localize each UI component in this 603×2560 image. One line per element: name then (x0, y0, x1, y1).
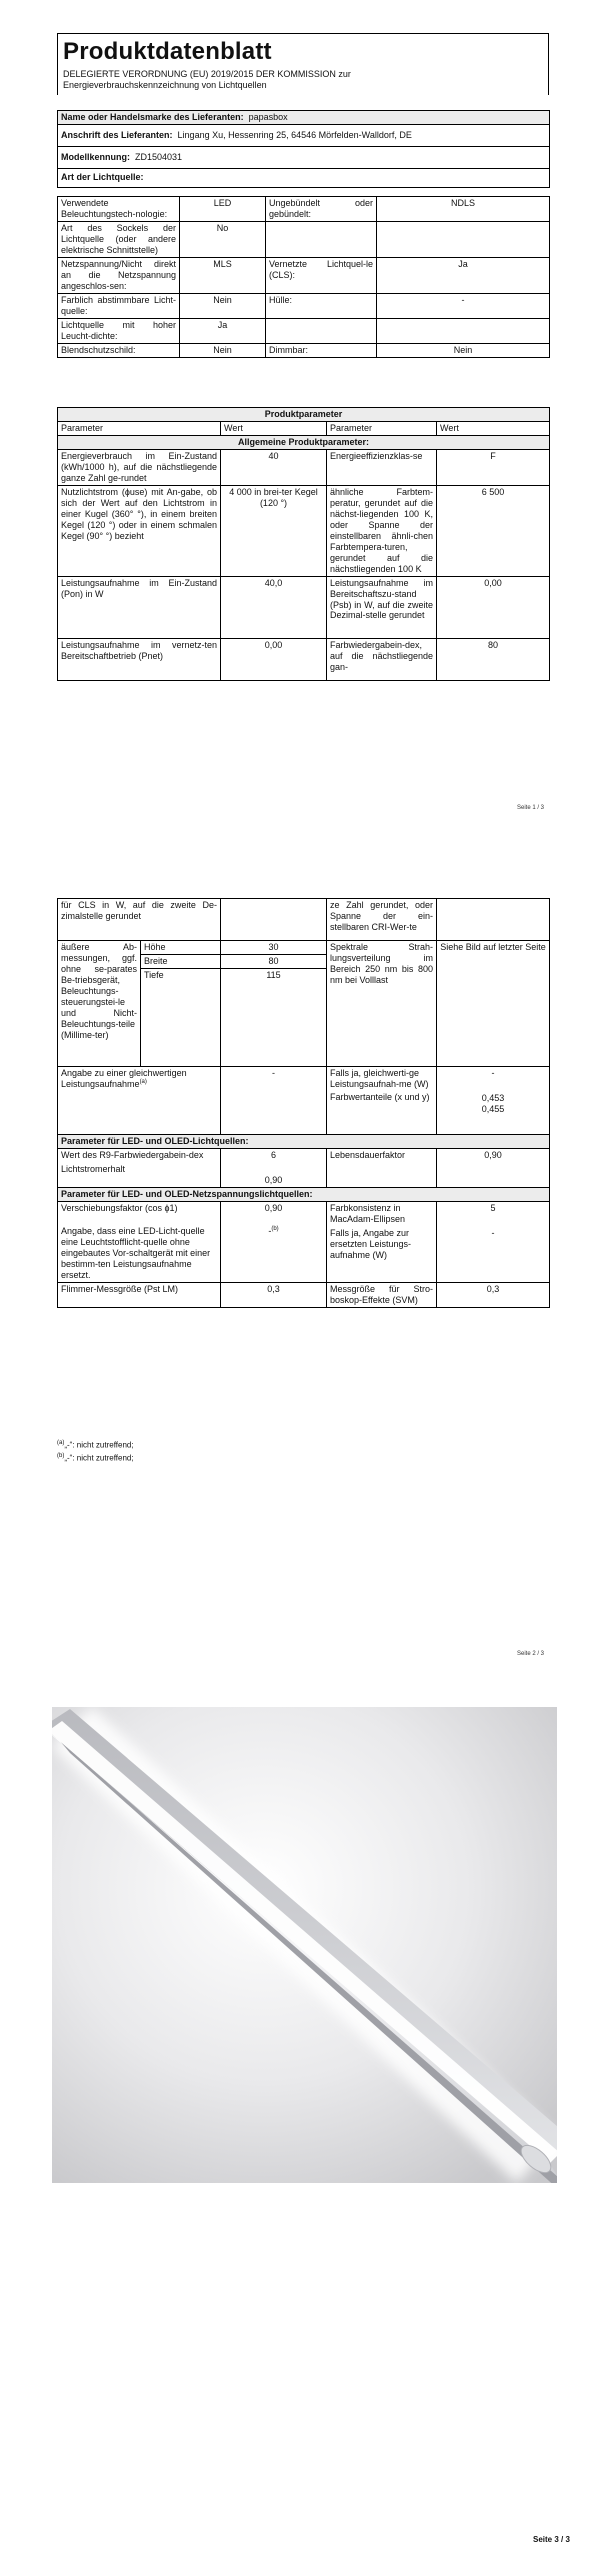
replaced-power-label: Falls ja, Angabe zur ersetzten Leistungs-aufnahme (W) (330, 1227, 412, 1260)
product-params-title: Produktparameter (58, 408, 550, 422)
high-luminance-label: Lichtquelle mit hoher Leucht-dichte: (58, 318, 180, 343)
high-luminance-value: Ja (180, 318, 266, 343)
led-replacement-value: - (268, 1225, 272, 1236)
width-label: Breite (141, 954, 221, 968)
envelope-value: - (377, 293, 550, 318)
page-number-3: Seite 3 / 3 (533, 2535, 570, 2544)
standby-power-value: 0,00 (437, 576, 550, 638)
socket-value: No (180, 221, 266, 257)
supplier-name-label: Name oder Handelsmarke des Lieferanten: (61, 112, 244, 122)
supplier-table (57, 110, 550, 188)
equivalent-power-w-value: - (491, 1067, 495, 1078)
undirected-label: Ungebündelt oder gebündelt: (266, 197, 377, 222)
footnote-b-text: „-“: nicht zutreffend; (64, 1453, 134, 1463)
useful-flux-label: Nutzlichtstrom (ɸuse) mit An-gabe, ob sich der Wert auf den Lichtstrom in einer Kugel (360° °), in einem breiten Kegel (120 °) oder in einem schmalen Kegel (90° °) bezieht (58, 485, 221, 576)
net-standby-value: 0,00 (221, 638, 327, 680)
lifetime-factor-value: 0,90 (437, 1148, 550, 1187)
equivalent-footnote-mark: (a) (139, 1078, 147, 1085)
width-value: 80 (221, 954, 327, 968)
regulation-line-1: DELEGIERTE VERORDNUNG (EU) 2019/2015 DER KOMMISSION zur (63, 69, 351, 79)
dimensions-label: äußere Ab-messungen, ggf. ohne se-parates Be-triebsgerät, Beleuchtungs-steuerungstei-le und Nicht-Beleuchtungs-teile (Millime-ter) (58, 941, 141, 1067)
model-label: Modellkennung: (61, 151, 130, 162)
product-params-table-continued (57, 898, 550, 1308)
equivalent-power-w-label: Falls ja, gleichwerti-ge Leistungsaufnah-me (W) (330, 1067, 429, 1089)
led-params-title: Parameter für LED- und OLED-Lichtquellen: (58, 1134, 550, 1148)
net-standby-label-continued: für CLS in W, auf die zweite De-zimalstelle gerundet (58, 899, 221, 941)
height-label: Höhe (141, 941, 221, 955)
r9-label: Wert des R9-Farbwiedergabein-dex (61, 1149, 204, 1160)
chromaticity-x-value: 0,453 (481, 1092, 505, 1103)
spectral-value: Siehe Bild auf letzter Seite (437, 941, 550, 1067)
on-power-value: 40,0 (221, 576, 327, 638)
equivalent-power-label: Angabe zu einer gleichwertigen Leistungsaufnahme (61, 1067, 187, 1089)
col-header-value-1: Wert (221, 421, 327, 435)
energy-class-value: F (437, 449, 550, 485)
light-type-label: Art der Lichtquelle: (58, 168, 550, 187)
model-value: ZD1504031 (135, 151, 183, 162)
chromaticity-y-value: 0,455 (481, 1103, 505, 1114)
footnote-a-mark: (a) (57, 1440, 65, 1446)
product-photo (52, 1707, 557, 2183)
glare-shield-label: Blendschutzschild: (58, 343, 180, 357)
displacement-factor-value: 0,90 (264, 1202, 283, 1213)
cri-label: Farbwiedergabein-dex, auf die nächstliegende gan- (327, 638, 437, 680)
product-params-table (57, 407, 550, 681)
standby-power-label: Leistungsaufnahme im Bereitschaftszu-stand (Psb) in W, auf die zweite Dezimal-stelle gerundet (327, 576, 437, 638)
undirected-value: NDLS (377, 197, 550, 222)
dimmable-value: Nein (377, 343, 550, 357)
footnote-b-mark: (b) (57, 1452, 65, 1459)
page-number-1: Seite 1 / 3 (517, 805, 545, 811)
cri-label-continued: ze Zahl gerundet, oder Spanne der ein-stellbaren CRI-Wer-te (327, 899, 437, 941)
lumen-maintenance-label: Lichtstromerhalt (61, 1163, 126, 1174)
depth-label: Tiefe (141, 968, 221, 1066)
replaced-power-value: - (491, 1227, 495, 1238)
footnote-a (57, 1439, 134, 1452)
footnote-b (57, 1452, 134, 1465)
useful-flux-value: 4 000 in brei-ter Kegel (120 °) (221, 485, 327, 576)
mains-value: MLS (180, 257, 266, 293)
chromaticity-label: Farbwertanteile (x und y) (330, 1091, 430, 1102)
colour-tunable-label: Farblich abstimmbare Licht-quelle: (58, 293, 180, 318)
regulation-line-2: Energieverbrauchskennzeichnung von Lichtquellen (63, 80, 267, 91)
stroboscopic-label: Messgröße für Stro-boskop-Effekte (SVM) (327, 1282, 437, 1307)
on-power-label: Leistungsaufnahme im Ein-Zustand (Pon) in W (58, 576, 221, 638)
flicker-value: 0,3 (221, 1282, 327, 1307)
depth-value: 115 (221, 968, 327, 1066)
model-row (58, 146, 550, 168)
energy-consumption-value: 40 (221, 449, 327, 485)
mains-params-title: Parameter für LED- und OLED-Netzspannungslichtquellen: (58, 1187, 550, 1201)
led-batten-light-image (52, 1707, 557, 2183)
colour-tunable-value: Nein (180, 293, 266, 318)
technology-value: LED (180, 197, 266, 222)
cct-label: ähnliche Farbtem-peratur, gerundet auf die nächst-liegenden 100 K, oder Spanne der einstellbaren ähnli-chen Farbtempera-turen, gerundet auf die nächstliegenden 100 K (327, 485, 437, 576)
led-replacement-footnote-mark: (b) (271, 1225, 279, 1232)
net-standby-label: Leistungsaufnahme im vernetz-ten Bereitschaftbetrieb (Pnet) (58, 638, 221, 680)
connected-label: Vernetzte Lichtquel-le (CLS): (266, 257, 377, 293)
connected-value: Ja (377, 257, 550, 293)
supplier-address-value: Lingang Xu, Hessenring 25, 64546 Mörfelden-Walldorf, DE (177, 129, 412, 140)
lifetime-factor-label: Lebensdauerfaktor (327, 1148, 437, 1187)
technology-label: Verwendete Beleuchtungstech-nologie: (58, 197, 180, 222)
glare-shield-value: Nein (180, 343, 266, 357)
page-number-2: Seite 2 / 3 (517, 1651, 545, 1657)
footnote-a-text: „-“: nicht zutreffend; (64, 1440, 134, 1450)
supplier-name-value: papasbox (248, 112, 288, 122)
dimmable-label: Dimmbar: (266, 343, 377, 357)
general-params-title: Allgemeine Produktparameter: (58, 435, 550, 449)
energy-consumption-label: Energieverbrauch im Ein-Zustand (kWh/1000 h), auf die nächstliegende ganze Zahl ge-rundet (58, 449, 221, 485)
lumen-maintenance-value: 0,90 (264, 1174, 283, 1185)
colour-consistency-value: 5 (490, 1202, 496, 1213)
supplier-address-label: Anschrift des Lieferanten: (61, 129, 173, 140)
footnotes (57, 1439, 134, 1464)
socket-label: Art des Sockels der Lichtquelle (oder andere elektrische Schnittstelle) (58, 221, 180, 257)
supplier-name-row (58, 111, 550, 125)
col-header-param-1: Parameter (58, 421, 221, 435)
light-type-row (58, 168, 550, 187)
colour-consistency-label: Farbkonsistenz in MacAdam-Ellipsen (330, 1202, 406, 1224)
r9-value: 6 (270, 1149, 276, 1160)
spectral-label: Spektrale Strah-lungsverteilung im Bereich 250 nm bis 800 nm bei Volllast (327, 941, 437, 1067)
mains-label: Netzspannung/Nicht direkt an die Netzspannung angeschlos-sen: (58, 257, 180, 293)
col-header-value-2: Wert (437, 421, 550, 435)
energy-class-label: Energieeffizienzklas-se (327, 449, 437, 485)
supplier-address-row (58, 124, 550, 146)
height-value: 30 (221, 941, 327, 955)
page-title: Produktdatenblatt (63, 38, 272, 65)
datasheet-header (57, 33, 549, 95)
cct-value: 6 500 (437, 485, 550, 576)
led-replacement-label: Angabe, dass eine LED-Licht-quelle eine Leuchtstofflicht-quelle ohne eingebautes Vor-schaltgerät mit einer bestimm-ten Leistungsaufnahme ersetzt. (61, 1225, 211, 1280)
cri-value: 80 (437, 638, 550, 680)
col-header-param-2: Parameter (327, 421, 437, 435)
equivalent-value: - (221, 1066, 327, 1134)
light-type-table (57, 196, 550, 358)
stroboscopic-value: 0,3 (437, 1282, 550, 1307)
flicker-label: Flimmer-Messgröße (Pst LM) (58, 1282, 221, 1307)
displacement-factor-label: Verschiebungsfaktor (cos ɸ1) (61, 1202, 178, 1213)
envelope-label: Hülle: (266, 293, 377, 318)
